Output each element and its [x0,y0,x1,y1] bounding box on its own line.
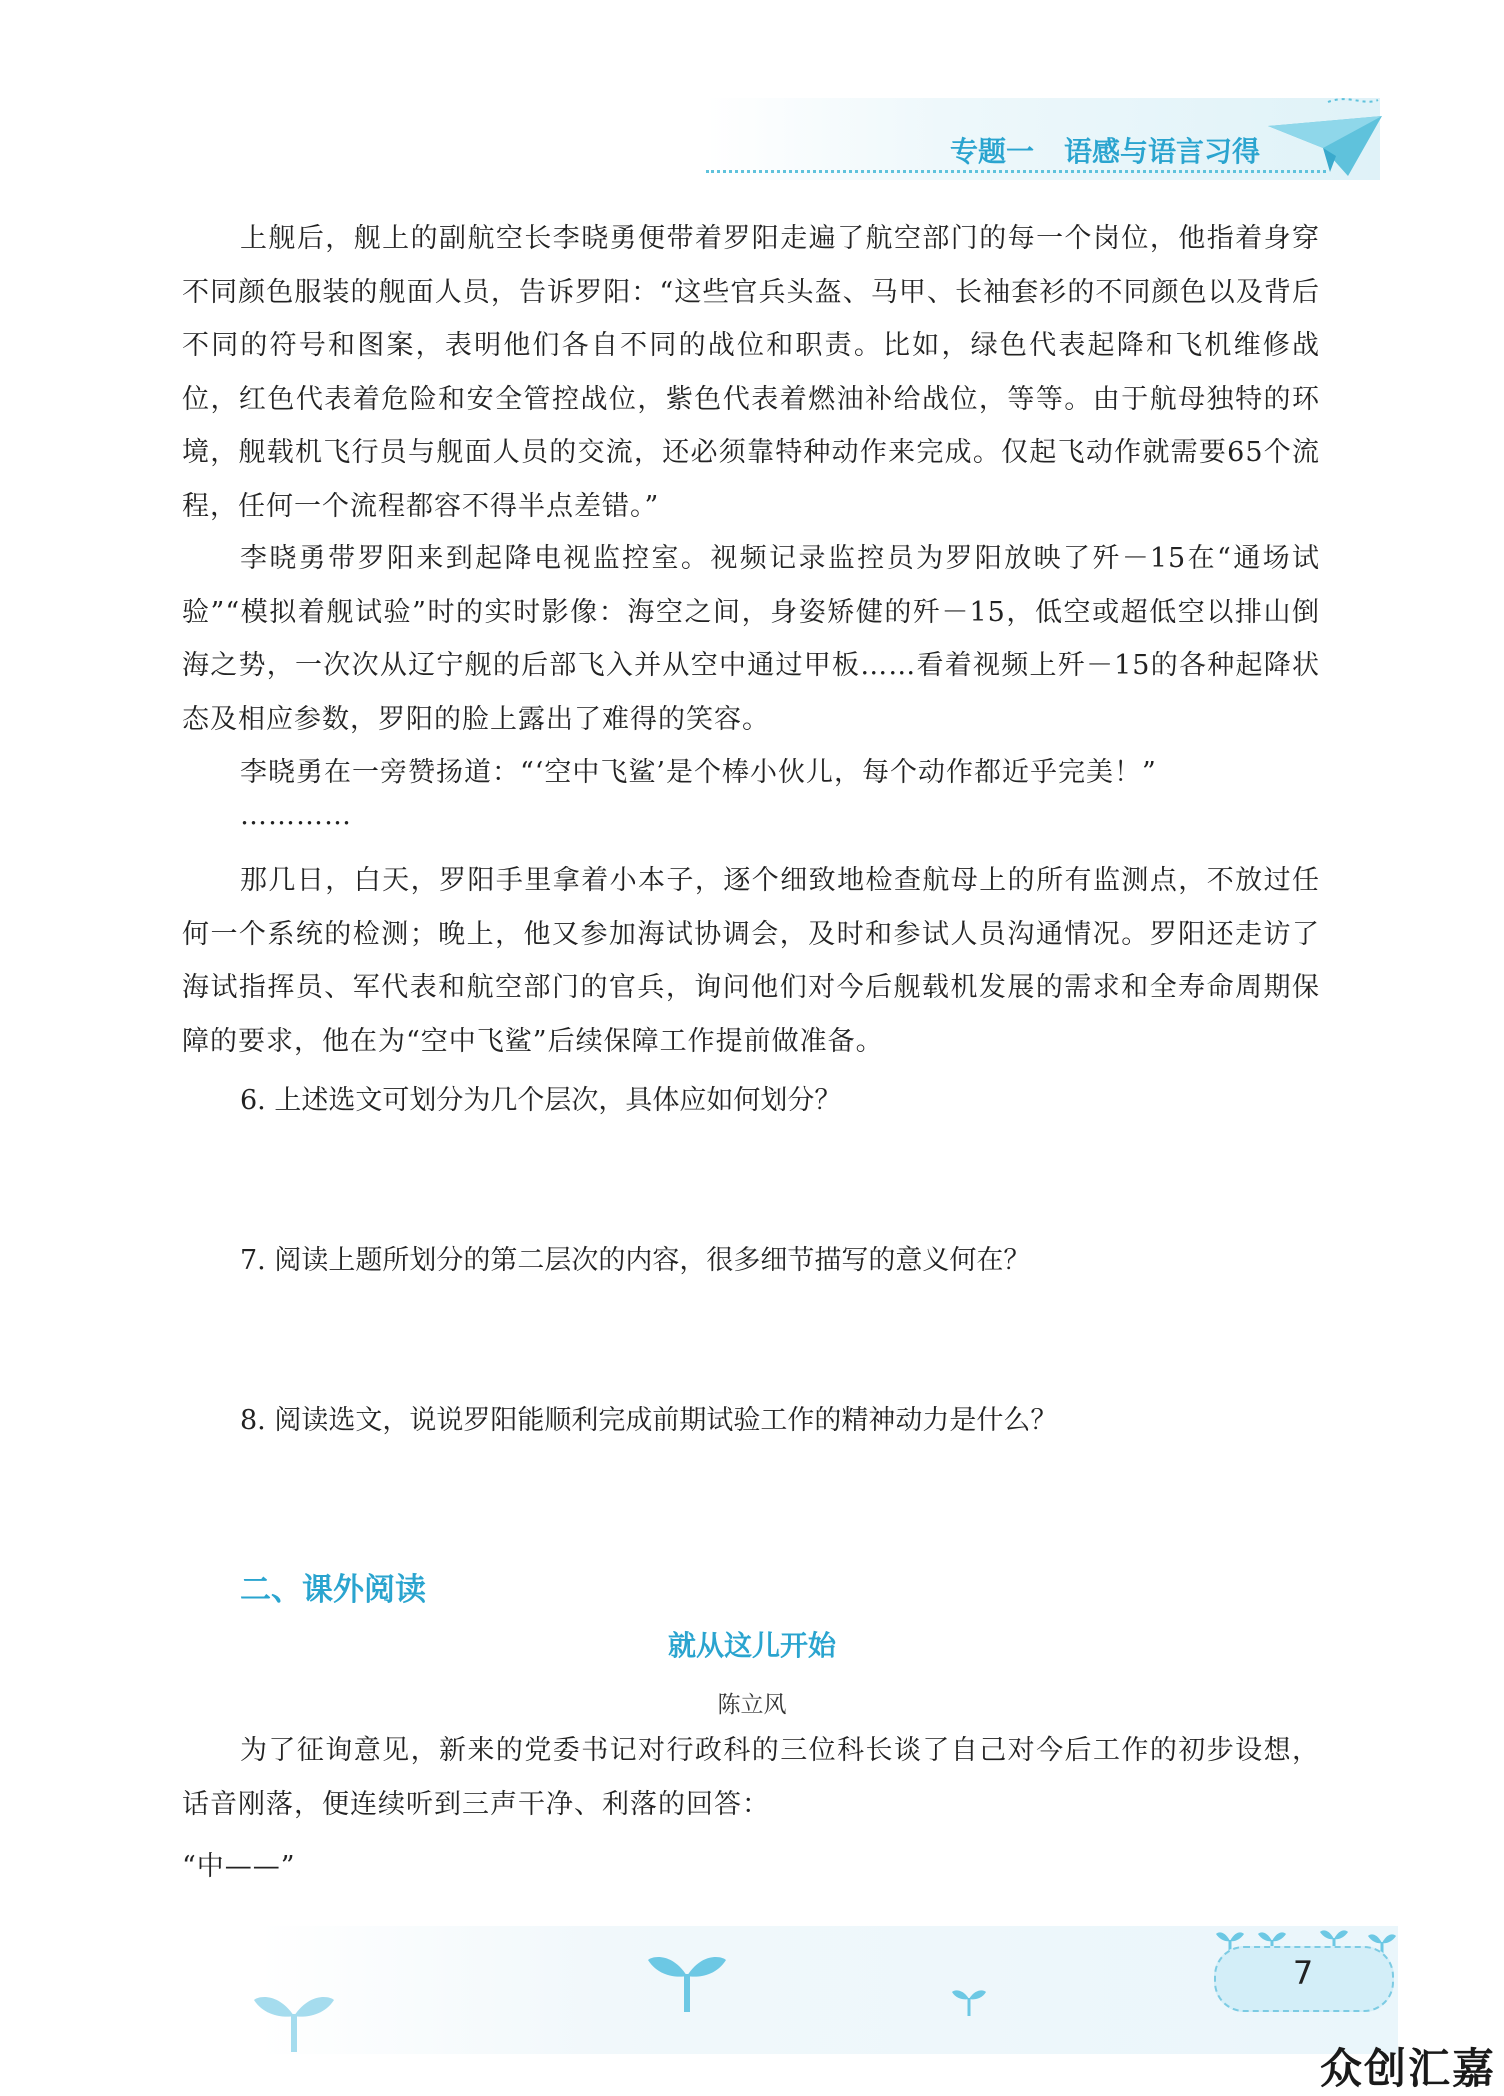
passage-paragraph: 上舰后，舰上的副航空长李晓勇便带着罗阳走遍了航空部门的每一个岗位，他指着身穿不同颜色服装的舰面人员，告诉罗阳：“这些官兵头盔、马甲、长袖套衫的不同颜色以及背后不同的符号和图案，表明他们各自不同的战位和职责。比如，绿色代表起降和飞机维修战位，红色代表着危险和安全管控战位，紫色代表着燃油补给战位，等等。由于航母独特的环境，舰载机飞行员与舰面人员的交流，还必须靠特种动作来完成。仅起飞动作就需要65个流程，任何一个流程都容不得半点差错。” [182,223,1320,522]
sprout-icon [952,1986,986,2016]
article-paragraph: 为了征询意见，新来的党委书记对行政科的三位科长谈了自己对今后工作的初步设想，话音刚落，便连续听到三声干净、利落的回答： [182,1735,1320,1820]
question-7: 7. 阅读上题所划分的第二层次的内容，很多细节描写的意义何在？ [240,1245,1031,1276]
header-divider [706,170,1326,173]
sprout-icon [254,1986,334,2052]
topic-label: 专题一 [950,135,1035,168]
question-6: 6. 上述选文可划分为几个层次，具体应如何划分？ [240,1085,842,1116]
article-paragraph: “中——” [182,1851,296,1882]
sprout-icon [648,1948,726,2012]
article-title: 就从这儿开始 [667,1629,836,1662]
passage-paragraph: 李晓勇在一旁赞扬道：“‘空中飞鲨’是个棒小伙儿，每个动作都近乎完美！” [240,757,1157,788]
ellipsis-divider: ………… [240,800,352,831]
paper-plane-icon [1268,96,1384,180]
question-8: 8. 阅读选文，说说罗阳能顺利完成前期试验工作的精神动力是什么？ [240,1405,1058,1436]
section-heading: 二、课外阅读 [240,1572,426,1608]
passage-paragraph: 那几日，白天，罗阳手里拿着小本子，逐个细致地检查航母上的所有监测点，不放过任何一个系统的检测；晚上，他又参加海试协调会，及时和参试人员沟通情况。罗阳还走访了海试指挥员、军代表和航空部门的官兵，询问他们对今后舰载机发展的需求和全寿命周期保障的要求，他在为“空中飞鲨”后续保障工作提前做准备。 [182,865,1320,1057]
watermark-logo: 众创汇嘉 [1319,2044,1496,2093]
passage-paragraph: 李晓勇带罗阳来到起降电视监控室。视频记录监控员为罗阳放映了歼－15在“通场试验”“模拟着舰试验”时的实时影像：海空之间，身姿矫健的歼－15，低空或超低空以排山倒海之势，一次次从辽宁舰的后部飞入并从空中通过甲板……看着视频上歼－15的各种起降状态及相应参数，罗阳的脸上露出了难得的笑容。 [182,543,1320,735]
article-author: 陈立风 [717,1692,787,1718]
chapter-title: 语感与语言习得 [1064,135,1261,168]
page-number: 7 [1292,1954,1314,1992]
